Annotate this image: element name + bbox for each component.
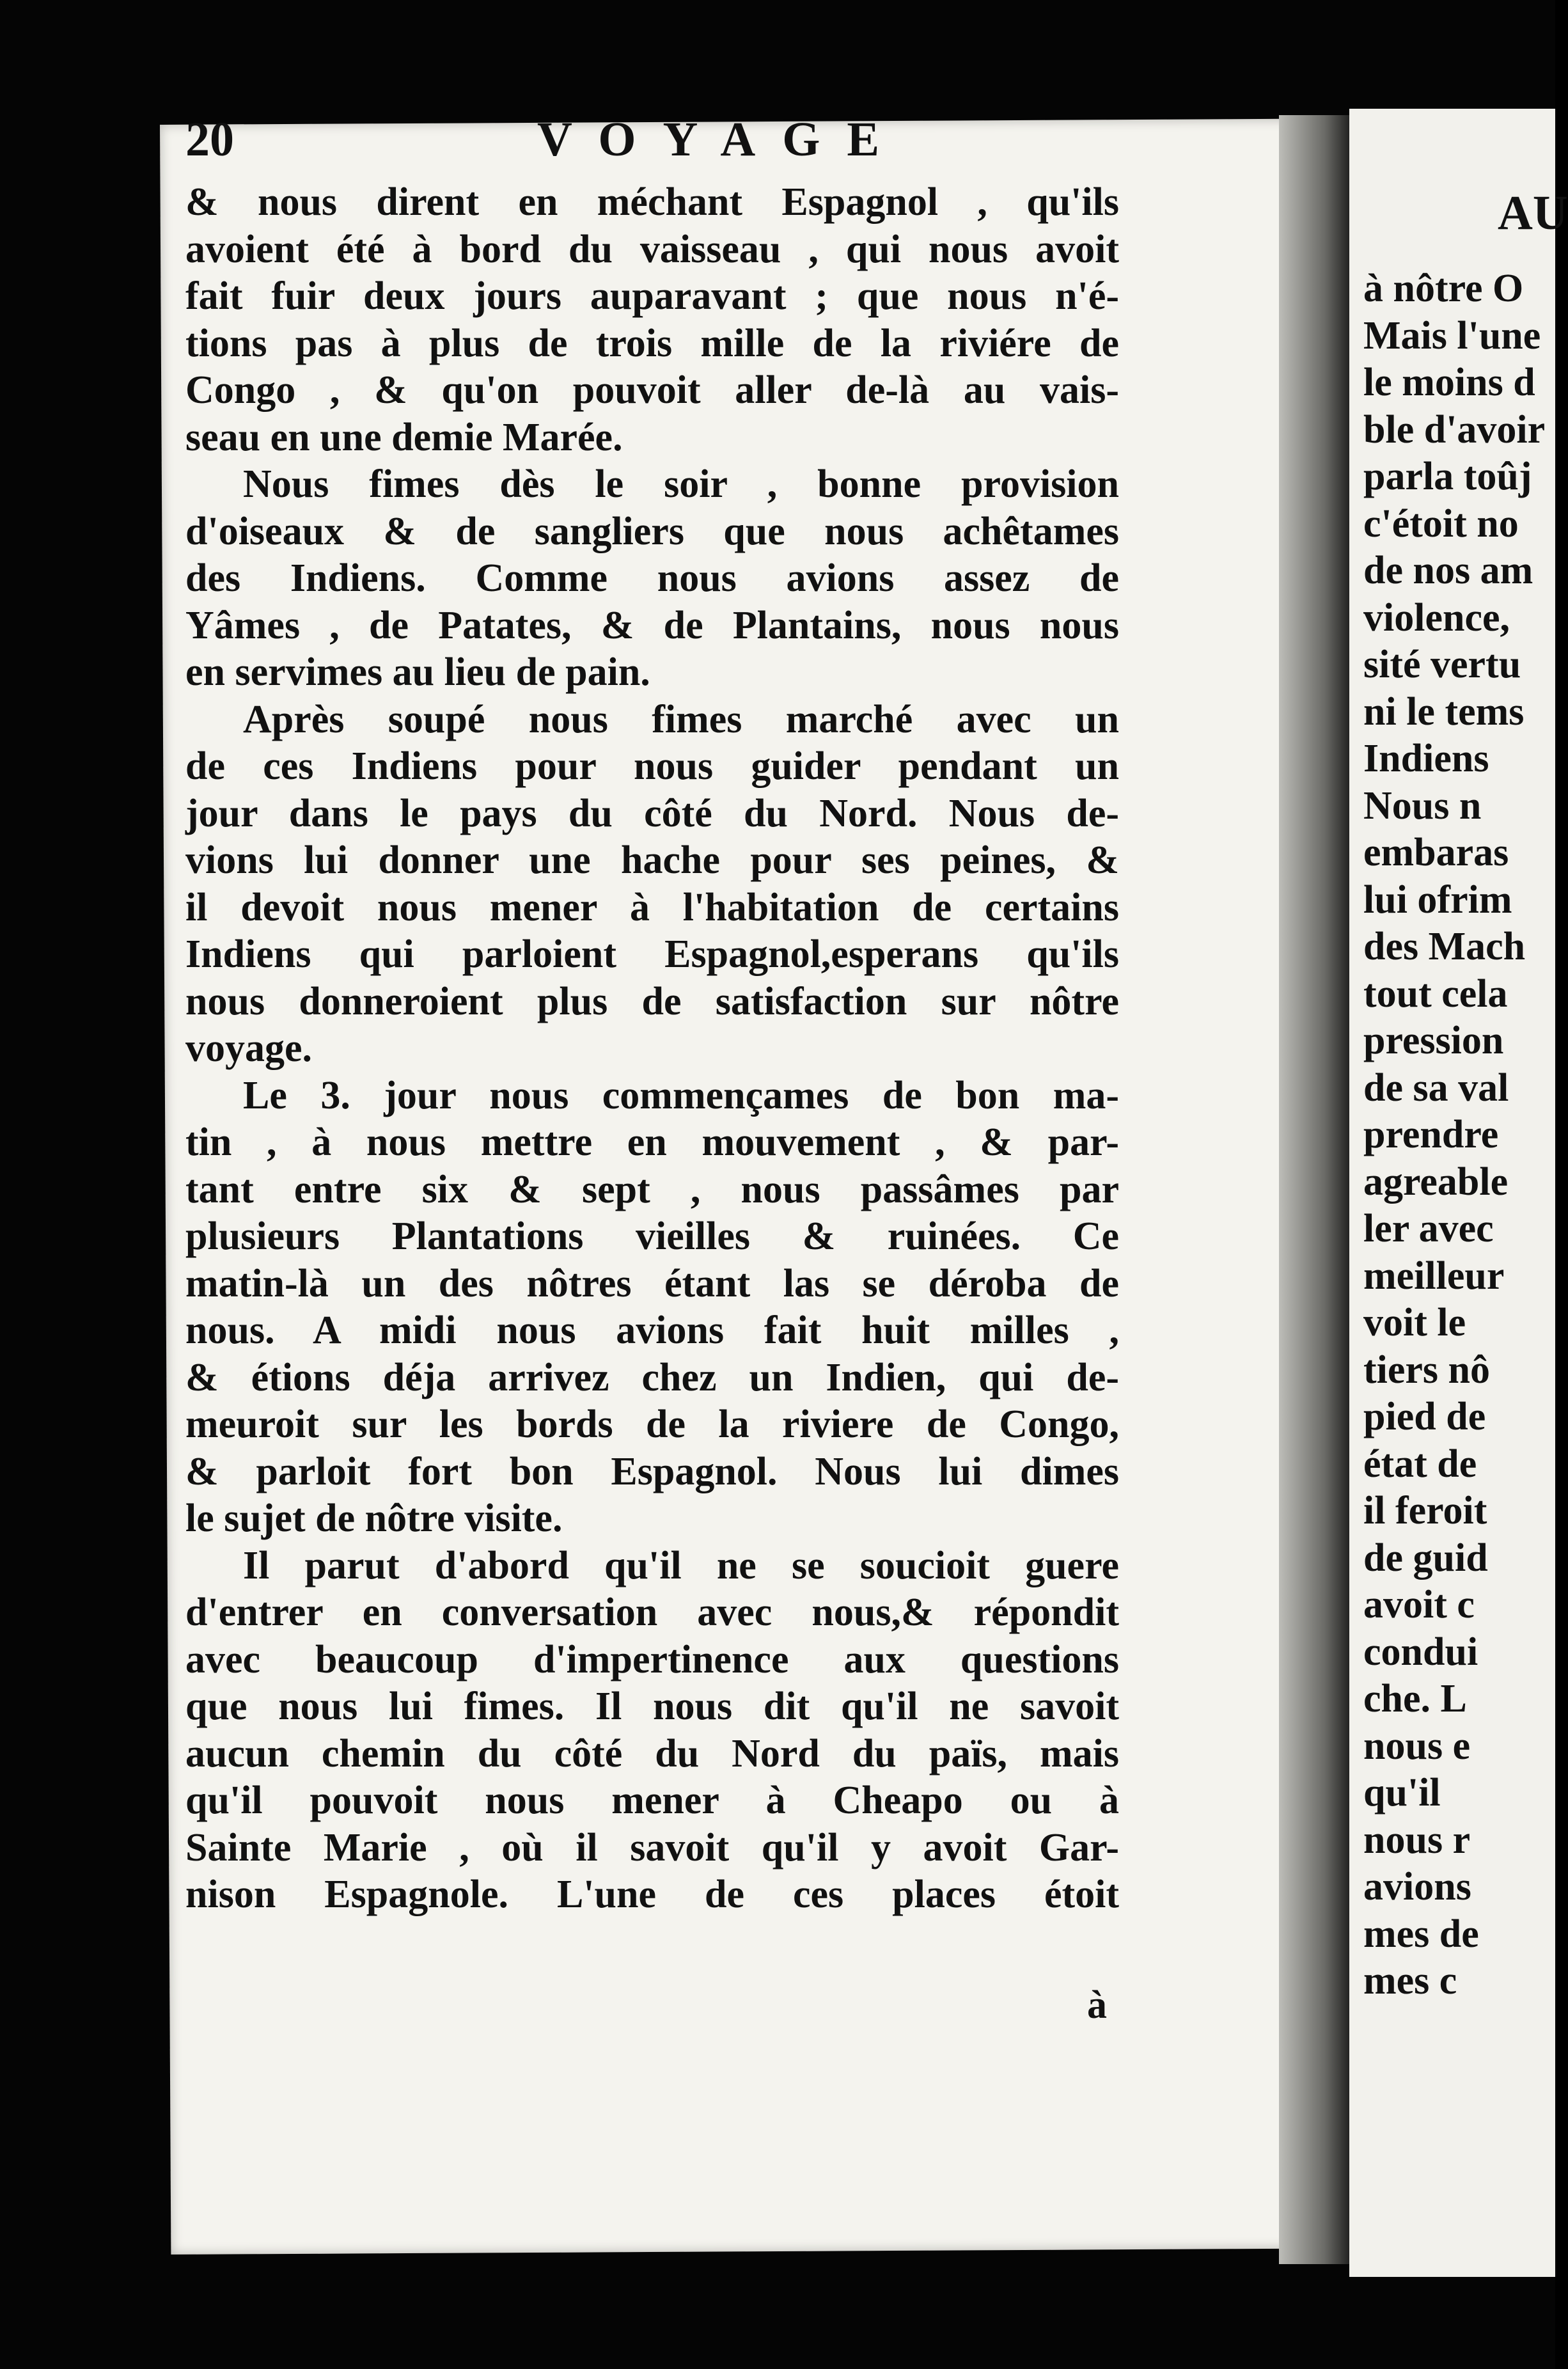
text-line: de ces Indiens pour nous guider pendant un xyxy=(185,744,1119,788)
text-line: tant entre six & sept , nous passâmes par xyxy=(185,1167,1119,1211)
text-line: nison Espagnole. L'une de ces places étoit xyxy=(185,1873,1119,1916)
right-text-line: embaras xyxy=(1363,831,1509,874)
right-text-line: de nos am xyxy=(1363,549,1533,592)
text-line: Le 3. jour nous commençames de bon ma- xyxy=(243,1073,1119,1117)
text-line: aucun chemin du côté du Nord du païs, mais xyxy=(185,1731,1119,1775)
text-line: nous. A midi nous avions fait huit milles , xyxy=(185,1309,1119,1352)
right-text-line: tiers nô xyxy=(1363,1348,1491,1392)
book-gutter xyxy=(1279,115,1356,2264)
text-line: matin-là un des nôtres étant las se déroba de xyxy=(185,1261,1119,1305)
right-text-line: qu'il xyxy=(1363,1771,1441,1814)
right-text-line: c'étoit no xyxy=(1363,501,1519,546)
right-text-line: des Mach xyxy=(1363,925,1526,968)
text-line: d'oiseaux & de sangliers que nous achêtames xyxy=(185,509,1119,553)
text-line: & nous dirent en méchant Espagnol , qu'ils xyxy=(185,180,1119,224)
right-text-line: pression xyxy=(1363,1019,1504,1062)
text-line: plusieurs Plantations vieilles & ruinées. Ce xyxy=(185,1215,1119,1258)
right-text-line: Mais l'une xyxy=(1363,313,1541,358)
right-text-line: che. L xyxy=(1363,1677,1467,1720)
text-line: qu'il pouvoit nous mener à Cheapo ou à xyxy=(185,1779,1119,1822)
text-line: Yâmes , de Patates, & de Plantains, nous nous xyxy=(185,603,1119,647)
text-line: avoient été à bord du vaisseau , qui nous avoit xyxy=(185,227,1119,271)
right-text-line: avions xyxy=(1363,1865,1471,1909)
text-line: voyage. xyxy=(185,1027,313,1070)
text-line: des Indiens. Comme nous avions assez de xyxy=(185,556,1119,600)
text-line: le sujet de nôtre visite. xyxy=(185,1497,563,1540)
right-text-line: état de xyxy=(1363,1442,1477,1486)
right-text-line: il feroit xyxy=(1363,1489,1487,1532)
running-title: VOYAGE xyxy=(537,113,907,166)
text-line: Il parut d'abord qu'il ne se soucioit guere xyxy=(243,1543,1119,1587)
text-line: & étions déja arrivez chez un Indien, qui de- xyxy=(185,1355,1119,1399)
right-text-line: mes de xyxy=(1363,1912,1479,1956)
right-text-line: nous r xyxy=(1363,1818,1471,1862)
text-line: il devoit nous mener à l'habitation de certains xyxy=(185,885,1119,929)
right-text-line: meilleur xyxy=(1363,1254,1505,1298)
text-line: Sainte Marie , où il savoit qu'il y avoit Gar- xyxy=(185,1825,1119,1869)
right-text-line: nous e xyxy=(1363,1724,1471,1768)
text-line: & parloit fort bon Espagnol. Nous lui dimes xyxy=(185,1449,1119,1493)
right-text-line: ler avec xyxy=(1363,1207,1494,1250)
right-text-line: lui ofrim xyxy=(1363,878,1512,922)
right-text-line: voit le xyxy=(1363,1301,1466,1344)
text-line: Après soupé nous fimes marché avec un xyxy=(243,697,1119,741)
text-line: d'entrer en conversation avec nous,& répondit xyxy=(185,1591,1119,1634)
right-text-line: condui xyxy=(1363,1630,1478,1674)
text-line: Indiens qui parloient Espagnol,esperans qu'ils xyxy=(185,933,1119,976)
right-page xyxy=(1349,109,1568,2277)
right-text-line: Indiens xyxy=(1363,737,1489,780)
left-page-body xyxy=(185,179,1119,1919)
text-line: tions pas à plus de trois mille de la riviére de xyxy=(185,321,1119,365)
text-line: jour dans le pays du côté du Nord. Nous de- xyxy=(185,791,1119,835)
right-text-line: prendre xyxy=(1363,1113,1499,1156)
text-line: en servimes au lieu de pain. xyxy=(185,650,650,694)
right-running-title: AU xyxy=(1498,186,1568,240)
text-line: que nous lui fimes. Il nous dit qu'il ne savoit xyxy=(185,1685,1119,1728)
right-text-line: mes c xyxy=(1363,1959,1457,2003)
right-page-body xyxy=(1363,265,1568,2005)
text-line: avec beaucoup d'impertinence aux questions xyxy=(185,1637,1119,1681)
text-line: fait fuir deux jours auparavant ; que nous n'é- xyxy=(185,274,1119,318)
page-number: 20 xyxy=(185,113,234,166)
right-text-line: à nôtre O xyxy=(1363,267,1524,310)
left-page-header xyxy=(185,112,1145,189)
text-line: nous donneroient plus de satisfaction sur nôtre xyxy=(185,979,1119,1023)
right-text-line: avoit c xyxy=(1363,1583,1475,1626)
text-line: tin , à nous mettre en mouvement , & par- xyxy=(185,1121,1119,1164)
right-text-line: Nous n xyxy=(1363,783,1482,828)
text-line: meuroit sur les bords de la riviere de Congo, xyxy=(185,1403,1119,1446)
text-line: Congo , & qu'on pouvoit aller de-là au vais- xyxy=(185,368,1119,412)
right-text-line: sité vertu xyxy=(1363,643,1521,686)
text-line: seau en une demie Marée. xyxy=(185,415,623,459)
right-text-line: parla toûj xyxy=(1363,455,1532,498)
text-line: vions lui donner une hache pour ses peines, & xyxy=(185,838,1119,882)
right-text-line: ni le tems xyxy=(1363,689,1525,734)
right-text-line: le moins d xyxy=(1363,361,1535,404)
right-text-line: de sa val xyxy=(1363,1066,1509,1110)
right-text-line: violence, xyxy=(1363,595,1510,640)
right-text-line: de guid xyxy=(1363,1536,1488,1580)
text-line: Nous fimes dès le soir , bonne provision xyxy=(243,462,1119,506)
right-text-line: ble d'avoir xyxy=(1363,407,1546,452)
right-text-line: agreable xyxy=(1363,1160,1509,1204)
right-text-line: tout cela xyxy=(1363,972,1508,1016)
right-text-line: pied de xyxy=(1363,1395,1486,1438)
catchword: à xyxy=(1087,1983,1107,2027)
